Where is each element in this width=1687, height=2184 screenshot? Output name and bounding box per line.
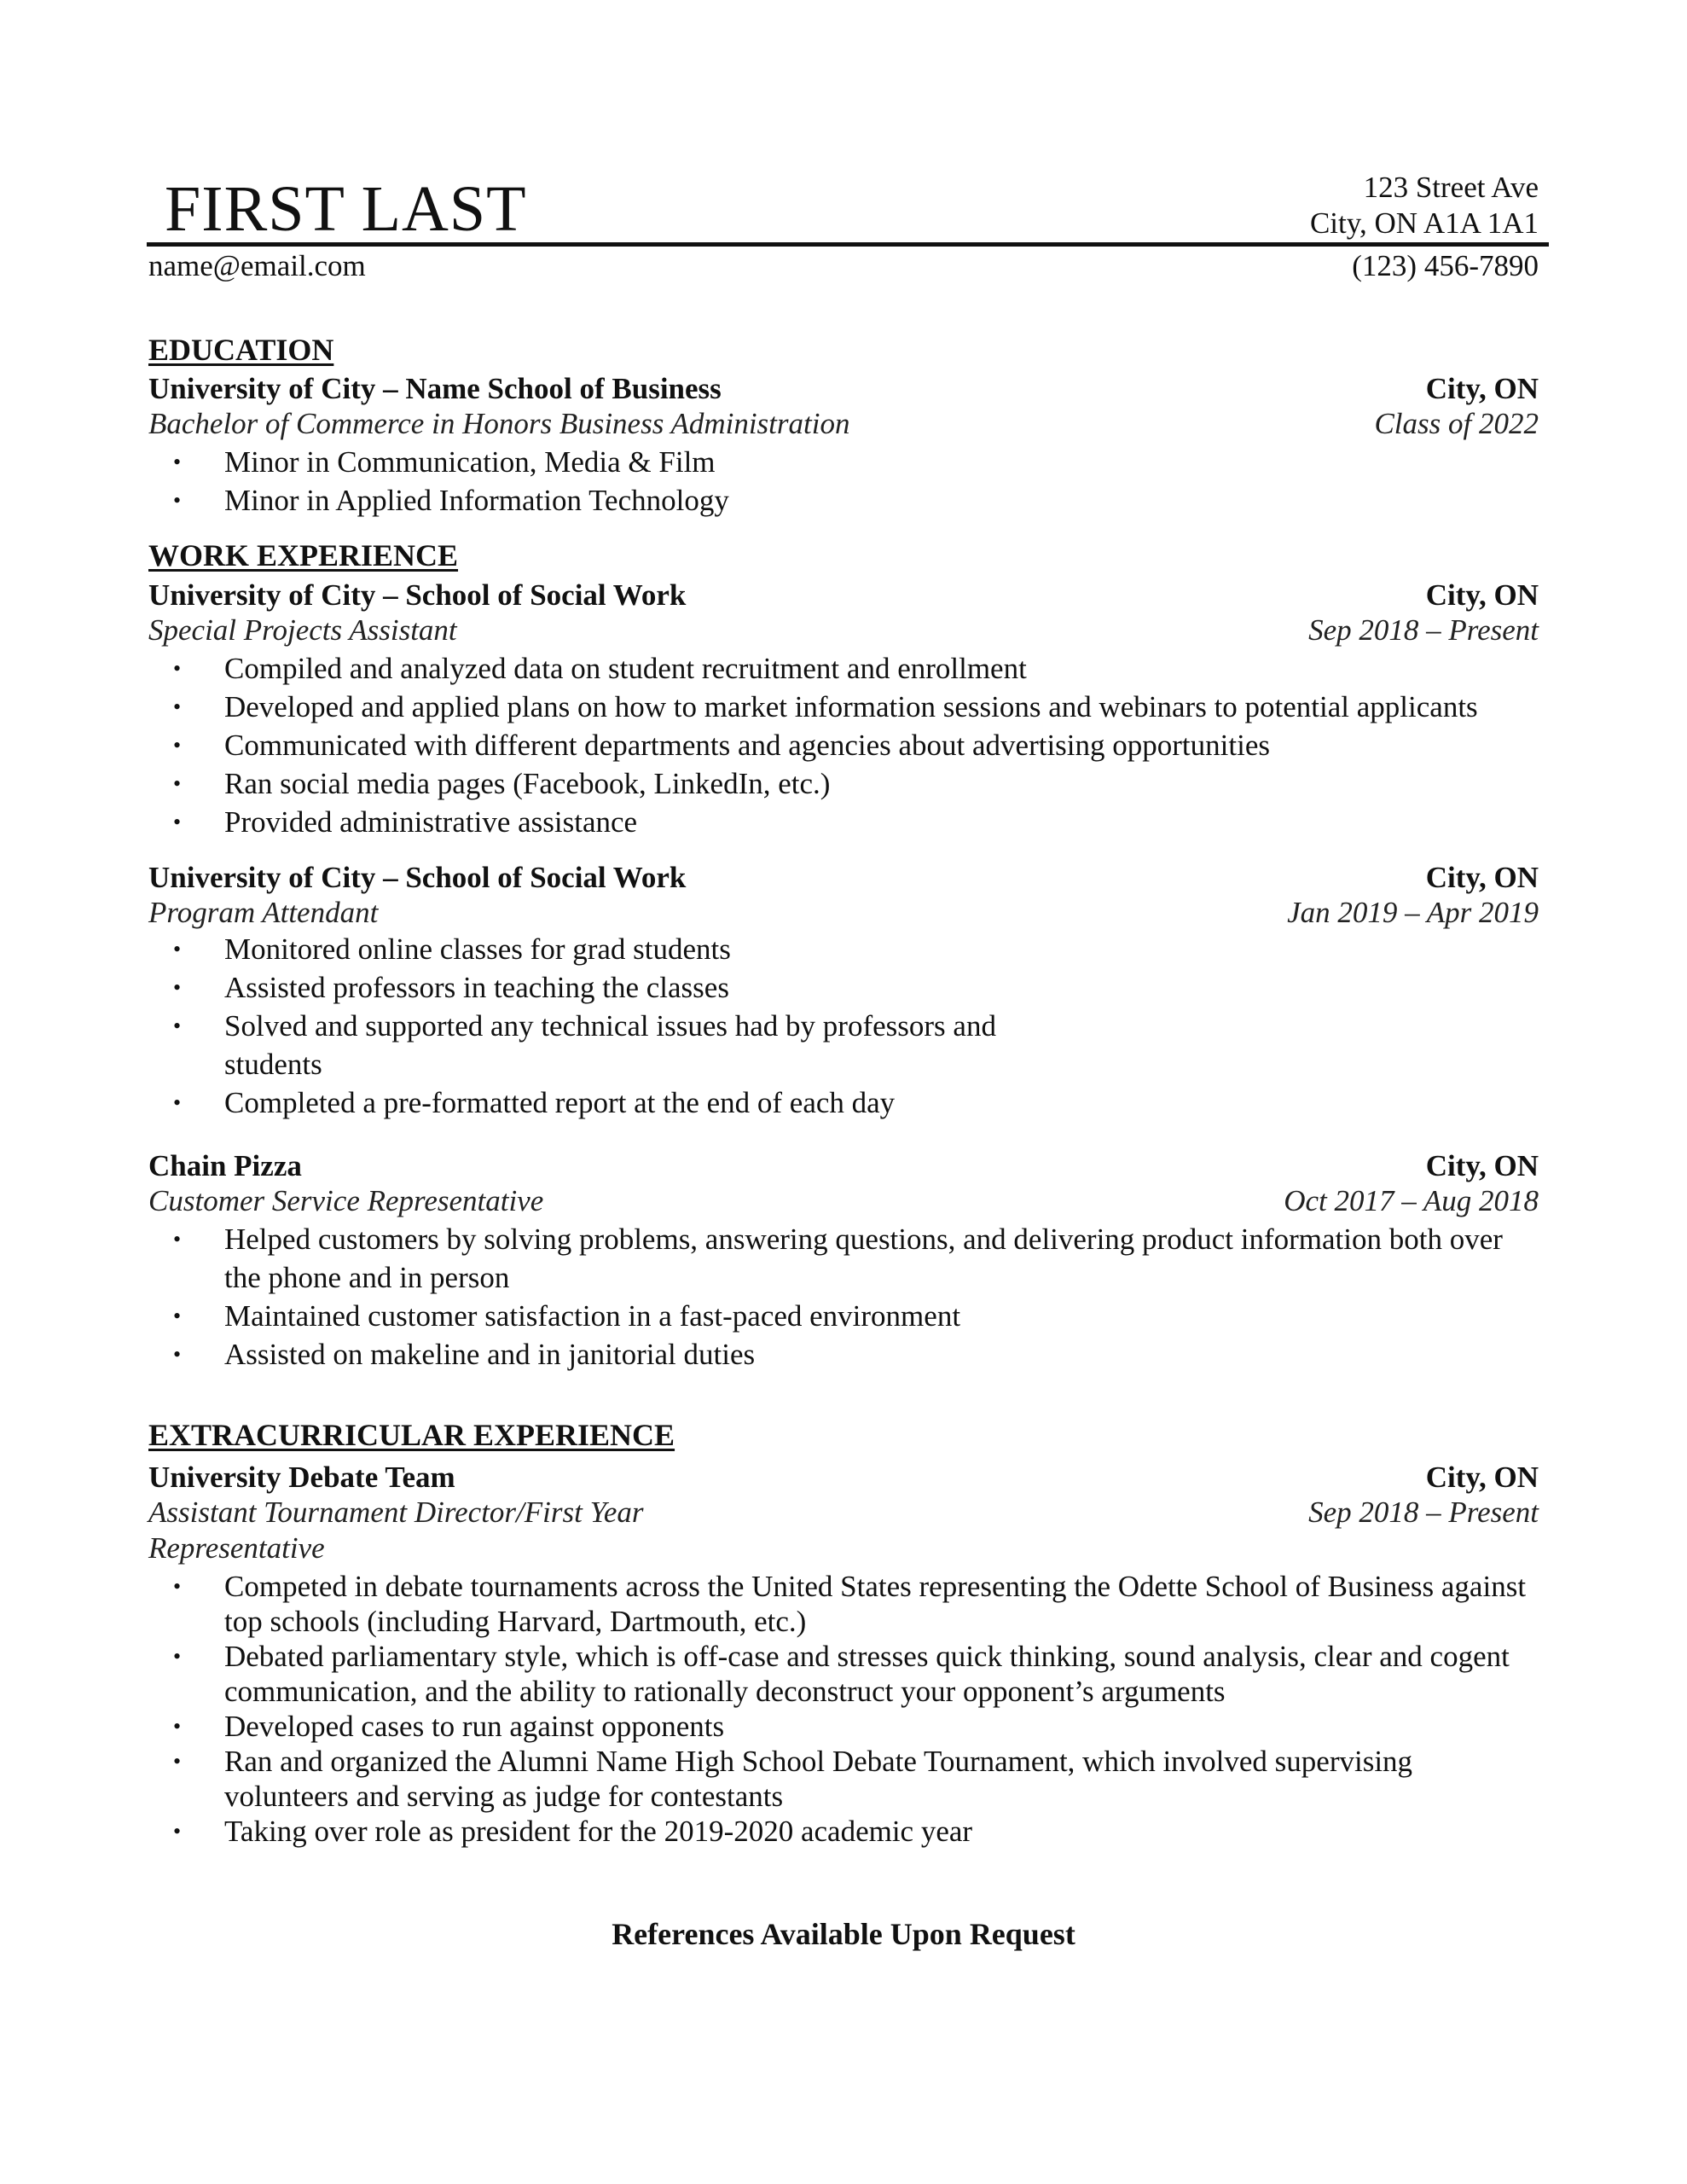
work-experience-heading: WORK EXPERIENCE <box>148 538 459 572</box>
list-item: • Minor in Communication, Media & Film <box>148 443 1539 481</box>
bullet-icon: • <box>173 1342 182 1367</box>
list-item: • Helped customers by solving problems, answering questions, and delivering product information both over the phone and in person <box>148 1220 1539 1297</box>
bullet-icon: • <box>173 1014 182 1038</box>
bullet-icon: • <box>173 771 182 796</box>
bullet-icon: • <box>173 1304 182 1328</box>
bullet-icon: • <box>173 1749 182 1774</box>
list-item: • Debated parliamentary style, which is off-case and stresses quick thinking, sound analysis, clear and cogent communication, and the ability to rationally deconstruct your opponent’s arguments <box>173 1640 1510 1708</box>
mailing-address <box>1310 170 1539 241</box>
education-school-row <box>148 371 1539 407</box>
list-item: • Minor in Applied Information Technology <box>148 481 1539 520</box>
list-item: • Solved and supported any technical issues had by professors and students <box>148 1007 1087 1083</box>
list-item: • Completed a pre-formatted report at the end of each day <box>148 1083 1087 1122</box>
bullet-icon: • <box>173 1819 182 1844</box>
list-item: • Communicated with different departments and agencies about advertising opportunities <box>148 726 1539 764</box>
header-divider <box>147 242 1549 247</box>
list-item: • Compiled and analyzed data on student recruitment and enrollment <box>148 649 1539 688</box>
education-bullet-list <box>148 443 1539 520</box>
job-org-row <box>148 860 1539 896</box>
bullet-icon: • <box>173 450 182 474</box>
job-title: Special Projects Assistant <box>148 613 457 647</box>
activity-bullet-list <box>148 1569 1539 1849</box>
list-item: • Monitored online classes for grad students <box>148 930 1087 968</box>
activity-org-row <box>148 1460 1539 1496</box>
activity-organization: University Debate Team <box>148 1461 455 1494</box>
job-bullet-list <box>148 1220 1539 1374</box>
bullet-icon: • <box>173 733 182 758</box>
bullet-icon: • <box>173 975 182 1000</box>
bullet-icon: • <box>173 488 182 513</box>
job-organization: University of City – School of Social Work <box>148 578 687 612</box>
job-title-row <box>148 895 1539 931</box>
activity-location: City, ON <box>1425 1461 1539 1494</box>
bullet-icon: • <box>173 1644 182 1669</box>
extracurricular-heading: EXTRACURRICULAR EXPERIENCE <box>148 1418 675 1452</box>
job-bullet-list <box>148 649 1539 841</box>
education-degree-row <box>148 406 1539 442</box>
list-item: • Ran social media pages (Facebook, LinkedIn, etc.) <box>148 764 1539 803</box>
job-location: City, ON <box>1425 1149 1539 1182</box>
job-bullet-list <box>148 930 1087 1122</box>
job-dates: Sep 2018 – Present <box>1308 613 1539 647</box>
list-item: • Provided administrative assistance <box>148 803 1539 841</box>
bullet-icon: • <box>173 1227 182 1252</box>
education-location: City, ON <box>1425 372 1539 405</box>
address-line-2: City, ON A1A 1A1 <box>1309 206 1539 240</box>
contact-row <box>148 247 1539 285</box>
job-organization: Chain Pizza <box>148 1149 302 1182</box>
activity-dates: Sep 2018 – Present <box>1308 1496 1539 1529</box>
list-item: • Developed and applied plans on how to market information sessions and webinars to potential applicants <box>148 688 1539 726</box>
email-address: name@email.com <box>148 249 366 282</box>
job-location: City, ON <box>1425 861 1539 894</box>
job-title-row <box>148 1183 1539 1219</box>
job-dates: Jan 2019 – Apr 2019 <box>1287 896 1539 929</box>
list-item: • Competed in debate tournaments across the United States representing the Odette School of Business against top schools (including Harvard, Dartmouth, etc.) <box>173 1570 1527 1638</box>
activity-title: Assistant Tournament Director/First Year Representative <box>148 1496 644 1565</box>
education-degree: Bachelor of Commerce in Honors Business Administration <box>148 407 850 440</box>
phone-number: (123) 456-7890 <box>1352 249 1539 282</box>
bullet-icon: • <box>173 810 182 834</box>
education-date: Class of 2022 <box>1374 407 1539 440</box>
education-heading: EDUCATION <box>148 333 334 367</box>
address-line-1: 123 Street Ave <box>1363 171 1539 204</box>
list-item: • Maintained customer satisfaction in a fast-paced environment <box>148 1297 1539 1335</box>
list-item: • Ran and organized the Alumni Name High School Debate Tournament, which involved supervising volunteers and serving as judge for contestants <box>173 1745 1413 1813</box>
bullet-icon: • <box>173 656 182 681</box>
job-title: Customer Service Representative <box>148 1184 544 1217</box>
job-title-row <box>148 613 1539 648</box>
bullet-icon: • <box>173 1574 182 1599</box>
list-item: • Developed cases to run against opponents <box>173 1710 725 1743</box>
job-title: Program Attendant <box>148 896 379 929</box>
list-item: • Assisted professors in teaching the classes <box>148 968 1087 1007</box>
applicant-name: FIRST LAST <box>165 173 527 245</box>
activity-title-row <box>148 1495 1539 1566</box>
references-note: References Available Upon Request <box>612 1917 1075 1951</box>
job-dates: Oct 2017 – Aug 2018 <box>1284 1184 1539 1217</box>
education-school: University of City – Name School of Business <box>148 372 722 405</box>
bullet-icon: • <box>173 1714 182 1739</box>
job-org-row <box>148 578 1539 613</box>
list-item: • Assisted on makeline and in janitorial duties <box>148 1335 1539 1374</box>
job-organization: University of City – School of Social Work <box>148 861 687 894</box>
job-location: City, ON <box>1425 578 1539 612</box>
bullet-icon: • <box>173 694 182 719</box>
list-item: • Taking over role as president for the 2019-2020 academic year <box>173 1815 973 1848</box>
bullet-icon: • <box>173 1090 182 1115</box>
bullet-icon: • <box>173 937 182 961</box>
job-org-row <box>148 1148 1539 1184</box>
